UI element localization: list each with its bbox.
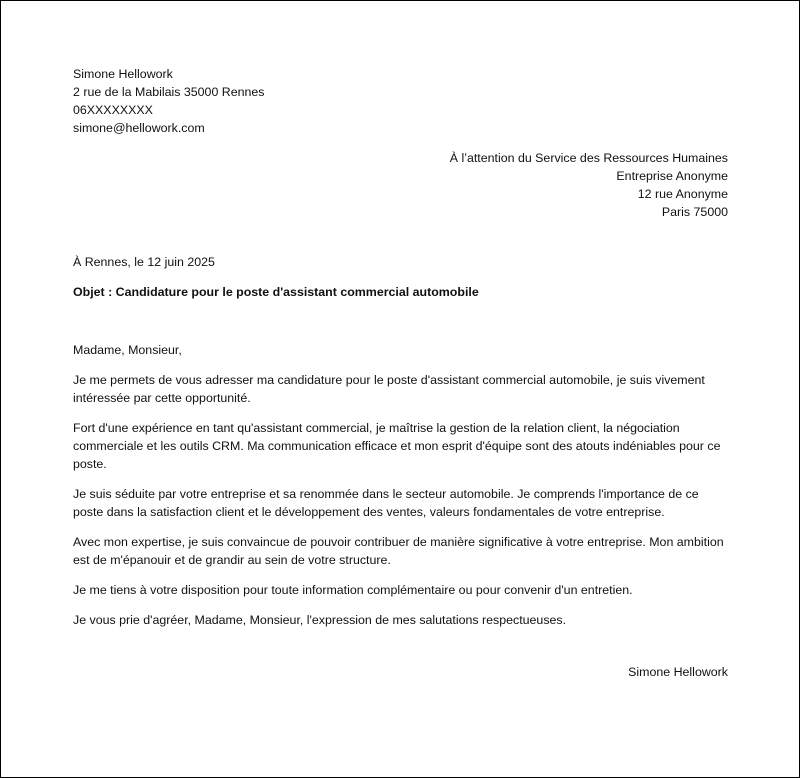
salutation: Madame, Monsieur, bbox=[73, 343, 182, 357]
recipient-city: Paris 75000 bbox=[661, 205, 728, 219]
body-paragraph: Avec mon expertise, je suis convaincue de pouvoir contribuer de manière significative à votre entreprise. Mon ambition est de m'épanouir et de grandir au sein de votre structure. bbox=[73, 535, 724, 567]
date-line: À Rennes, le 12 juin 2025 bbox=[73, 255, 215, 269]
closing-paragraph: Je vous prie d'agréer, Madame, Monsieur, l'expression de mes salutations respectueuses. bbox=[73, 613, 567, 627]
signature: Simone Hellowork bbox=[628, 665, 728, 679]
body-paragraph: Je suis séduite par votre entreprise et sa renommée dans le secteur automobile. Je comprends l'importance de ce poste dans la satisfaction client et le développement des ventes, valeurs fondamentales de votre entreprise. bbox=[73, 487, 699, 519]
recipient-block bbox=[73, 149, 728, 221]
subject-line: Objet : Candidature pour le poste d'assistant commercial automobile bbox=[73, 285, 479, 299]
recipient-attention: À l’attention du Service des Ressources Humaines bbox=[449, 151, 728, 165]
sender-address: 2 rue de la Mabilais 35000 Rennes bbox=[73, 85, 265, 99]
sender-block bbox=[73, 65, 728, 137]
body-paragraph: Je me tiens à votre disposition pour toute information complémentaire ou pour convenir d'un entretien. bbox=[73, 583, 633, 597]
recipient-street: 12 rue Anonyme bbox=[637, 187, 728, 201]
sender-name: Simone Hellowork bbox=[73, 67, 173, 81]
body-paragraph: Je me permets de vous adresser ma candidature pour le poste d'assistant commercial automobile, je suis vivement intéressée par cette opportunité. bbox=[73, 373, 705, 405]
sender-email: simone@hellowork.com bbox=[73, 121, 205, 135]
sender-phone: 06XXXXXXXX bbox=[73, 103, 153, 117]
recipient-company: Entreprise Anonyme bbox=[616, 169, 728, 183]
body-paragraph: Fort d'une expérience en tant qu'assistant commercial, je maîtrise la gestion de la relation client, la négociation commerciale et les outils CRM. Ma communication efficace et mon esprit d'équipe sont des atouts indéniables pour ce poste. bbox=[73, 421, 721, 471]
letter-content bbox=[73, 65, 728, 681]
